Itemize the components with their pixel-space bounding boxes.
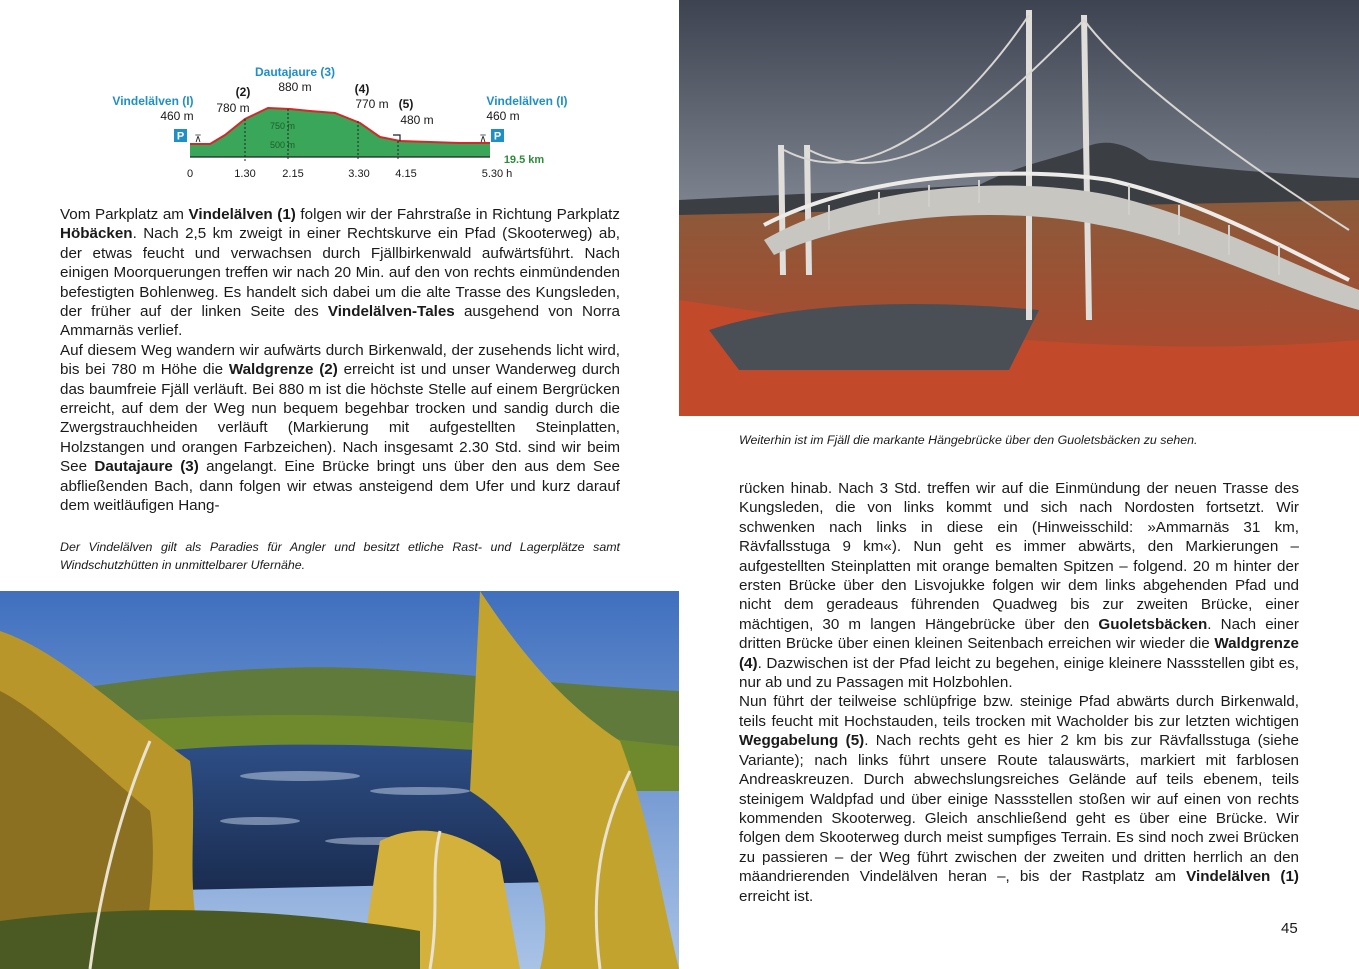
profile-point-alt: 780 m [216,101,250,115]
level-500: 500 m [270,140,296,150]
bridge-photo-caption: Weiterhin ist im Fjäll die markante Hängebrücke über den Guoletsbäcken zu sehen. [739,433,1198,447]
profile-point-alt: 460 m [486,109,520,123]
river-photo [0,591,679,969]
profile-point-name: Vindelälven (I) [486,94,568,108]
profile-point-num: (4) [354,82,370,96]
river-photo-caption: Der Vindelälven gilt als Paradies für Angler und besitzt etliche Rast- und Lagerplätze samt Windschutzhütten in unmittelbarer Ufernähe. [60,540,620,572]
parking-label: P [176,130,185,143]
profile-point-name: Dautajaure (3) [254,65,336,79]
profile-point-alt: 770 m [355,97,389,111]
profile-distance: 19.5 km [503,154,545,166]
parking-label: P [493,130,502,143]
level-750: 750 m [270,121,296,131]
elevation-profile [100,55,580,190]
paragraph: Auf diesem Weg wandern wir aufwärts durch Birkenwald, der zusehends licht wird, bis bei 780 m Höhe die Waldgrenze (2) erreicht ist und unser Wanderweg durch das baumfreie Fjäll verläuft. Bei 880 m ist die höchste Stelle auf einem Bergrücken erreicht, auf dem der Weg nun bequem begehbar trocken und sandig durch die Zwergstrauchheiden verläuft (Markierung mit aufgestellten Steinplatten, Holzstangen und orangen Farbzeichen). Nach insgesamt 2.30 Std. sind wir beim See Dautajaure (3) angelangt. Eine Brücke bringt uns über den aus dem See abfließenden Bach, dann folgen wir etwas ansteigend dem Ufer und kurz darauf dem weitläufigen Hang- [60,341,620,515]
bridge-photo [679,0,1359,416]
right-body-text [739,479,1299,906]
left-body-text [60,205,620,516]
page-number: 45 [1281,920,1298,937]
time-label: 0 [186,168,194,180]
rest-area-icon: ⊼ [194,134,202,145]
rest-area-icon: ⊼ [479,134,487,145]
elevation-profile-graphic [100,55,580,190]
profile-point-alt: 460 m [160,109,194,123]
time-label: 4.15 [395,168,417,180]
paragraph: rücken hinab. Nach 3 Std. treffen wir auf die Einmündung der neuen Trasse des Kungsleden, die von links kommt und sich nach Nordosten fortsetzt. Wir schwenken nach links in diese ein (Hinweisschild: »Ammarnäs 31 km, Rävfallsstuga 9 km«). Nun geht es immer abwärts, den Markierungen – aufgestellten Steinplatten mit orange bemalten Spitzen – folgend. 20 m hinter der ersten Brücke über den Lisvojukke folgen wir dem links abgehenden Pfad und nicht dem geradeaus führenden Quadweg bis zur zweiten Brücke, einer mächtigen, 30 m langen Hängebrücke über den Guoletsbäcken. Nach einer dritten Brücke über einen kleinen Seitenbach erreichen wir wieder die Waldgrenze (4). Dazwischen ist der Pfad leicht zu begehen, einige kleinere Nassstellen gibt es, nur ab und zu Passagen mit Holzbohlen. [739,480,1299,692]
profile-point-num: (5) [398,97,414,111]
time-label: 1.30 [234,168,256,180]
profile-point-alt: 880 m [278,80,312,94]
time-label: 5.30 h [481,168,513,180]
time-label: 3.30 [348,168,370,180]
profile-point-num: (2) [235,85,251,99]
profile-point-name: Vindelälven (I) [112,94,194,108]
paragraph: Nun führt der teilweise schlüpfrige bzw. steinige Pfad abwärts durch Birkenwald, teils feucht mit Hochstauden, teils trocken mit Wacholder bis zur letzten wichtigen Weggabelung (5). Nach rechts geht es hier 2 km bis zur Rävfallsstuga (siehe Variante); nach links führt unsere Route talauswärts, markiert mit farblosen Andreaskreuzen. Durch abwechslungsreiches Gelände auf teils ebenem, teils steinigem Waldpfad und über einige Nassstellen stoßen wir auf einen von rechts kommenden Skooterweg. Gleich anschließend geht es über eine Brücke. Wir folgen dem Skooterweg durch meist sumpfiges Terrain. Es sind noch zwei Brücken zu passieren – der Weg führt zwischen der zweiten und dritten herrlich an den mäandrierenden Vindelälven heran –, bis der Rastplatz am Vindelälven (1) erreicht ist. [739,693,1299,905]
time-label: 2.15 [282,168,304,180]
paragraph: Vom Parkplatz am Vindelälven (1) folgen wir der Fahrstraße in Richtung Parkplatz Höbäcken. Nach 2,5 km zweigt in einer Rechtskurve ein Pfad (Skooterweg) ab, der etwas feucht und verwachsen durch Fjällbirkenwald aufwärtsführt. Nach einigen Moorquerungen treffen wir nach 20 Min. auf den von rechts einmündenden befestigten Bohlenweg. Es handelt sich dabei um die alte Trasse des Kungsleden, der früher auf der linken Seite des Vindelälven-Tales ausgehend von Norra Ammarnäs verlief. [60,206,620,340]
profile-point-alt: 480 m [400,113,434,127]
